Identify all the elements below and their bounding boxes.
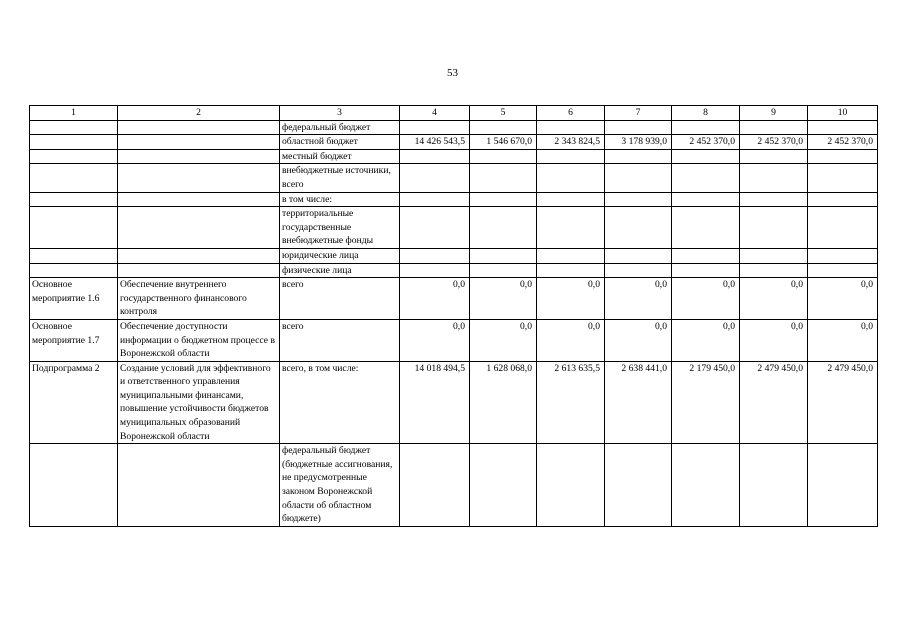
table-row xyxy=(30,319,878,361)
table-row xyxy=(30,120,878,135)
value-cell xyxy=(808,120,878,135)
item-code-cell xyxy=(30,248,118,263)
value-cell xyxy=(672,248,740,263)
value-cell xyxy=(672,149,740,164)
value-cell xyxy=(740,444,808,527)
value-cell xyxy=(400,444,470,527)
value-cell: 3 178 939,0 xyxy=(605,135,672,150)
table-row xyxy=(30,192,878,207)
value-cell: 0,0 xyxy=(605,278,672,320)
value-cell: 2 613 635,5 xyxy=(537,361,605,444)
item-title-cell xyxy=(118,263,280,278)
header-cell: 5 xyxy=(470,106,537,121)
value-cell xyxy=(537,444,605,527)
funding-source-cell: территориальные государственные внебюджетные фонды xyxy=(280,207,400,249)
budget-table xyxy=(29,105,878,527)
funding-source-cell: всего, в том числе: xyxy=(280,361,400,444)
value-cell xyxy=(740,149,808,164)
value-cell: 0,0 xyxy=(400,319,470,361)
item-title-cell: Обеспечение доступности информации о бюджетном процессе в Воронежской области xyxy=(118,319,280,361)
value-cell xyxy=(672,120,740,135)
item-code-cell xyxy=(30,164,118,192)
table-row xyxy=(30,149,878,164)
header-cell: 2 xyxy=(118,106,280,121)
item-code-cell xyxy=(30,192,118,207)
header-cell: 7 xyxy=(605,106,672,121)
item-title-cell: Обеспечение внутреннего государственного финансового контроля xyxy=(118,278,280,320)
value-cell xyxy=(400,207,470,249)
item-code-cell xyxy=(30,120,118,135)
funding-source-cell: всего xyxy=(280,319,400,361)
funding-source-cell: федеральный бюджет xyxy=(280,120,400,135)
funding-source-cell: в том числе: xyxy=(280,192,400,207)
value-cell: 14 426 543,5 xyxy=(400,135,470,150)
header-cell: 4 xyxy=(400,106,470,121)
header-cell: 9 xyxy=(740,106,808,121)
value-cell: 0,0 xyxy=(605,319,672,361)
value-cell xyxy=(470,192,537,207)
table-row xyxy=(30,164,878,192)
table-row xyxy=(30,361,878,444)
funding-source-cell: местный бюджет xyxy=(280,149,400,164)
item-code-cell: Основное мероприятие 1.7 xyxy=(30,319,118,361)
value-cell: 0,0 xyxy=(672,319,740,361)
value-cell: 2 343 824,5 xyxy=(537,135,605,150)
value-cell: 0,0 xyxy=(537,278,605,320)
item-code-cell xyxy=(30,263,118,278)
value-cell xyxy=(808,192,878,207)
funding-source-cell: всего xyxy=(280,278,400,320)
header-cell: 1 xyxy=(30,106,118,121)
value-cell xyxy=(672,444,740,527)
value-cell: 0,0 xyxy=(400,278,470,320)
item-title-cell xyxy=(118,120,280,135)
value-cell: 2 479 450,0 xyxy=(740,361,808,444)
value-cell xyxy=(605,263,672,278)
funding-source-cell: внебюджетные источники, всего xyxy=(280,164,400,192)
value-cell xyxy=(672,207,740,249)
value-cell: 0,0 xyxy=(740,278,808,320)
value-cell: 0,0 xyxy=(537,319,605,361)
value-cell xyxy=(605,444,672,527)
value-cell: 2 179 450,0 xyxy=(672,361,740,444)
value-cell xyxy=(470,149,537,164)
value-cell xyxy=(808,149,878,164)
value-cell: 2 452 370,0 xyxy=(808,135,878,150)
value-cell xyxy=(605,120,672,135)
value-cell: 0,0 xyxy=(740,319,808,361)
item-title-cell xyxy=(118,444,280,527)
value-cell xyxy=(605,164,672,192)
value-cell xyxy=(537,192,605,207)
value-cell xyxy=(808,444,878,527)
value-cell xyxy=(470,207,537,249)
funding-source-cell: юридические лица xyxy=(280,248,400,263)
value-cell xyxy=(537,248,605,263)
value-cell xyxy=(740,207,808,249)
value-cell xyxy=(808,248,878,263)
header-cell: 3 xyxy=(280,106,400,121)
item-code-cell xyxy=(30,444,118,527)
value-cell xyxy=(672,192,740,207)
header-cell: 8 xyxy=(672,106,740,121)
table-row xyxy=(30,263,878,278)
value-cell xyxy=(537,120,605,135)
value-cell: 1 546 670,0 xyxy=(470,135,537,150)
item-code-cell xyxy=(30,135,118,150)
value-cell xyxy=(537,207,605,249)
value-cell xyxy=(470,120,537,135)
value-cell xyxy=(400,164,470,192)
funding-source-cell: физические лица xyxy=(280,263,400,278)
value-cell xyxy=(808,207,878,249)
value-cell: 1 628 068,0 xyxy=(470,361,537,444)
item-title-cell xyxy=(118,164,280,192)
value-cell xyxy=(808,263,878,278)
value-cell: 2 638 441,0 xyxy=(605,361,672,444)
item-title-cell: Создание условий для эффективного и ответственного управления муниципальными финансами, повышение устойчивости бюджетов муниципальных образований Воронежской области xyxy=(118,361,280,444)
value-cell xyxy=(740,164,808,192)
value-cell xyxy=(400,263,470,278)
value-cell xyxy=(400,192,470,207)
value-cell: 0,0 xyxy=(672,278,740,320)
value-cell xyxy=(470,164,537,192)
item-title-cell xyxy=(118,192,280,207)
table-row xyxy=(30,207,878,249)
funding-source-cell: областной бюджет xyxy=(280,135,400,150)
value-cell xyxy=(605,149,672,164)
value-cell xyxy=(537,263,605,278)
item-title-cell xyxy=(118,149,280,164)
value-cell: 0,0 xyxy=(470,278,537,320)
item-title-cell xyxy=(118,207,280,249)
value-cell: 2 452 370,0 xyxy=(740,135,808,150)
value-cell: 2 452 370,0 xyxy=(672,135,740,150)
item-title-cell xyxy=(118,248,280,263)
header-row xyxy=(30,106,878,121)
item-code-cell: Подпрограмма 2 xyxy=(30,361,118,444)
header-cell: 10 xyxy=(808,106,878,121)
item-code-cell xyxy=(30,149,118,164)
value-cell: 2 479 450,0 xyxy=(808,361,878,444)
value-cell xyxy=(470,444,537,527)
value-cell xyxy=(400,149,470,164)
item-code-cell: Основное мероприятие 1.6 xyxy=(30,278,118,320)
value-cell xyxy=(400,120,470,135)
value-cell xyxy=(605,192,672,207)
value-cell xyxy=(605,207,672,249)
table-row xyxy=(30,278,878,320)
value-cell: 0,0 xyxy=(808,278,878,320)
value-cell xyxy=(605,248,672,263)
table-row xyxy=(30,135,878,150)
value-cell: 0,0 xyxy=(808,319,878,361)
value-cell: 14 018 494,5 xyxy=(400,361,470,444)
value-cell xyxy=(400,248,470,263)
value-cell xyxy=(672,164,740,192)
value-cell xyxy=(470,263,537,278)
table-row xyxy=(30,248,878,263)
value-cell xyxy=(740,192,808,207)
funding-source-cell: федеральный бюджет (бюджетные ассигнования, не предусмотренные законом Воронежской области об областном бюджете) xyxy=(280,444,400,527)
value-cell xyxy=(537,164,605,192)
value-cell xyxy=(808,164,878,192)
value-cell xyxy=(672,263,740,278)
header-cell: 6 xyxy=(537,106,605,121)
value-cell xyxy=(740,120,808,135)
value-cell xyxy=(470,248,537,263)
item-title-cell xyxy=(118,135,280,150)
value-cell xyxy=(537,149,605,164)
table-row xyxy=(30,444,878,527)
value-cell xyxy=(740,263,808,278)
value-cell xyxy=(740,248,808,263)
item-code-cell xyxy=(30,207,118,249)
page-number: 53 xyxy=(447,67,458,79)
value-cell: 0,0 xyxy=(470,319,537,361)
